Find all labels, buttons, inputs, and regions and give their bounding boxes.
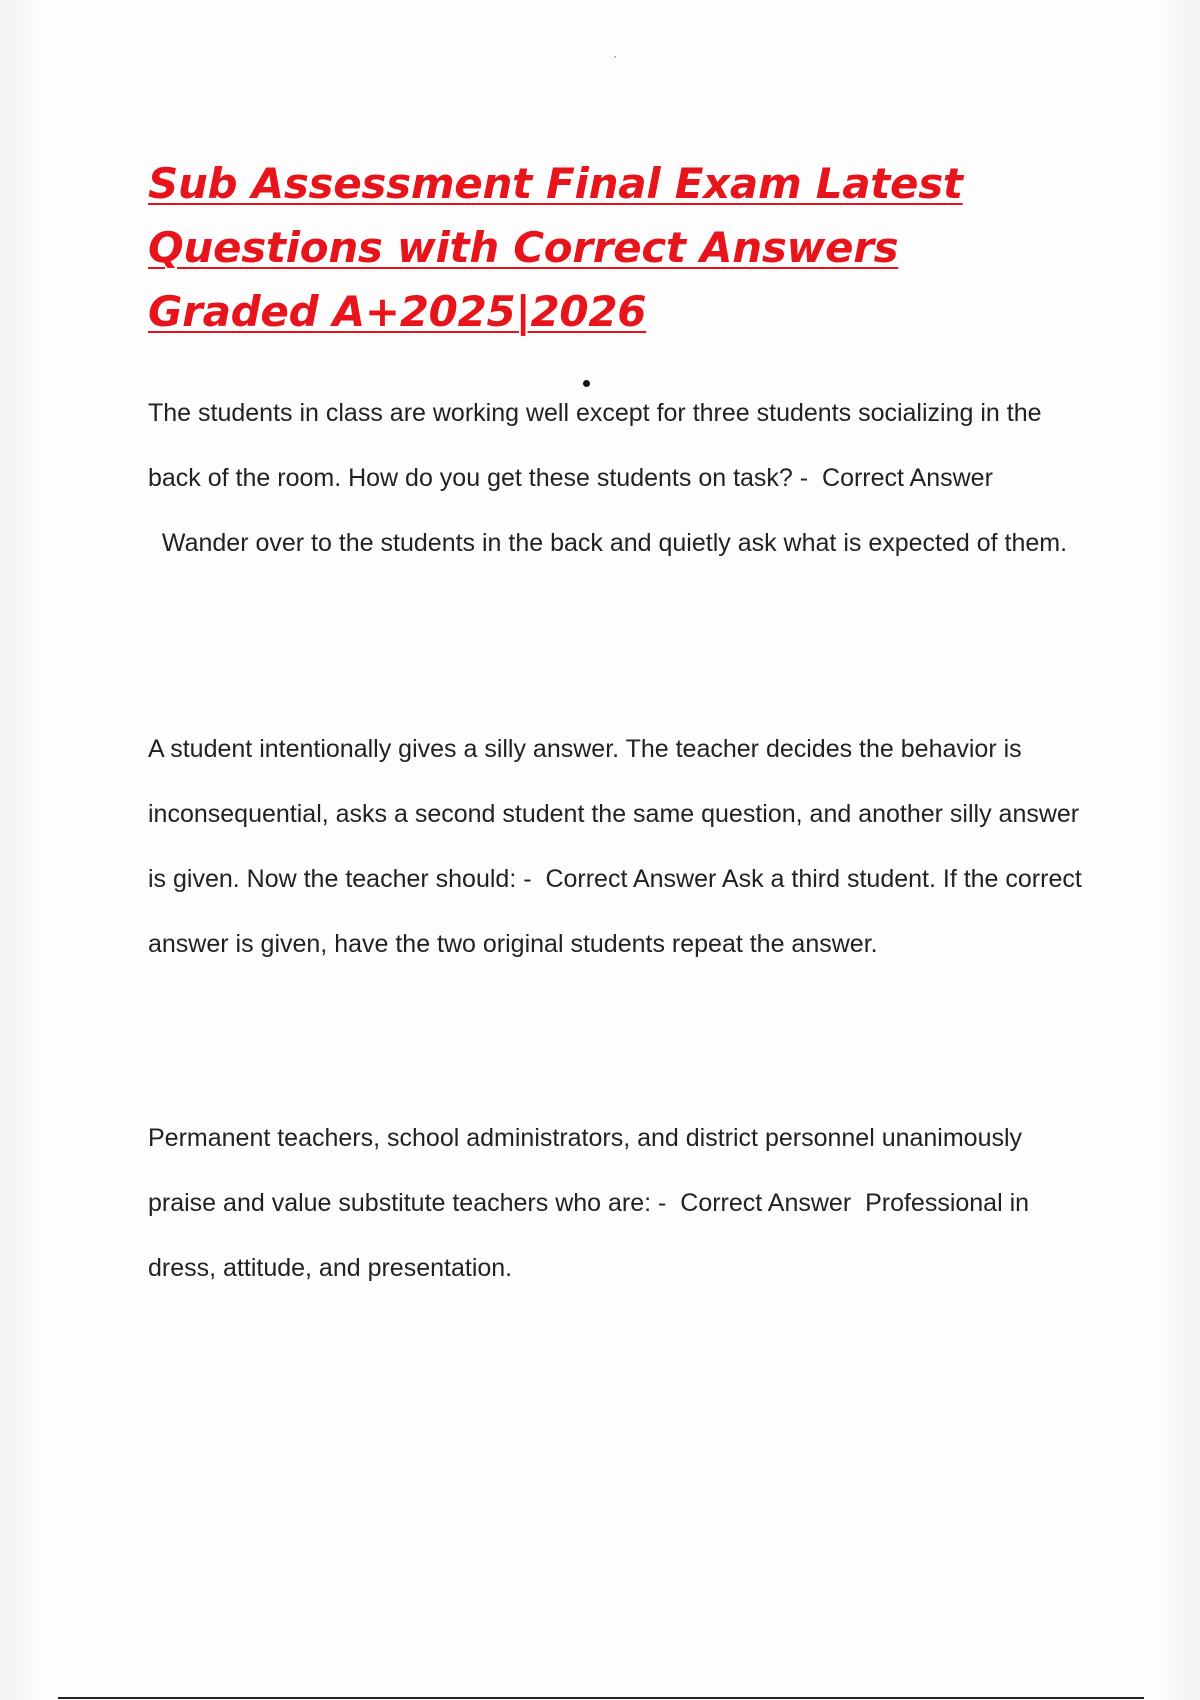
- answer-text: Wander over to the students in the back and quietly ask what is expected of them.: [161, 529, 1068, 557]
- answer-label: Correct Answer: [822, 464, 993, 492]
- question-text: A student intentionally gives a silly answer. The teacher decides the behavior is inconsequential, asks a second student the same question, and another silly answer is given. Now the teacher should: -: [148, 735, 1080, 893]
- scan-speck: [614, 56, 616, 58]
- question-text: The students in class are working well except for three students socializing in the back of the room. How do you get these students on task? -: [148, 399, 1042, 492]
- answer-label: Correct Answer: [680, 1189, 852, 1217]
- answer-label: Correct Answer: [545, 865, 717, 893]
- answer-text: Ask a third student. If the correct answer is given, have the two original students repeat the answer.: [148, 865, 1082, 958]
- page-edge-shadow-left: [0, 0, 40, 1700]
- document-title: Sub Assessment Final Exam Latest Questions with Correct Answers Graded A+2025|2026: [148, 159, 963, 336]
- question-text: Permanent teachers, school administrators, and district personnel unanimously praise and value substitute teachers who are: -: [148, 1124, 1023, 1217]
- qa-item-1: [148, 381, 1088, 576]
- qa-item-3: [148, 1106, 1088, 1301]
- qa-item-2: [148, 717, 1088, 977]
- answer-text: Professional in dress, attitude, and presentation.: [148, 1189, 1030, 1282]
- footer-divider: [58, 1697, 1144, 1699]
- page-edge-shadow-right: [1160, 0, 1200, 1700]
